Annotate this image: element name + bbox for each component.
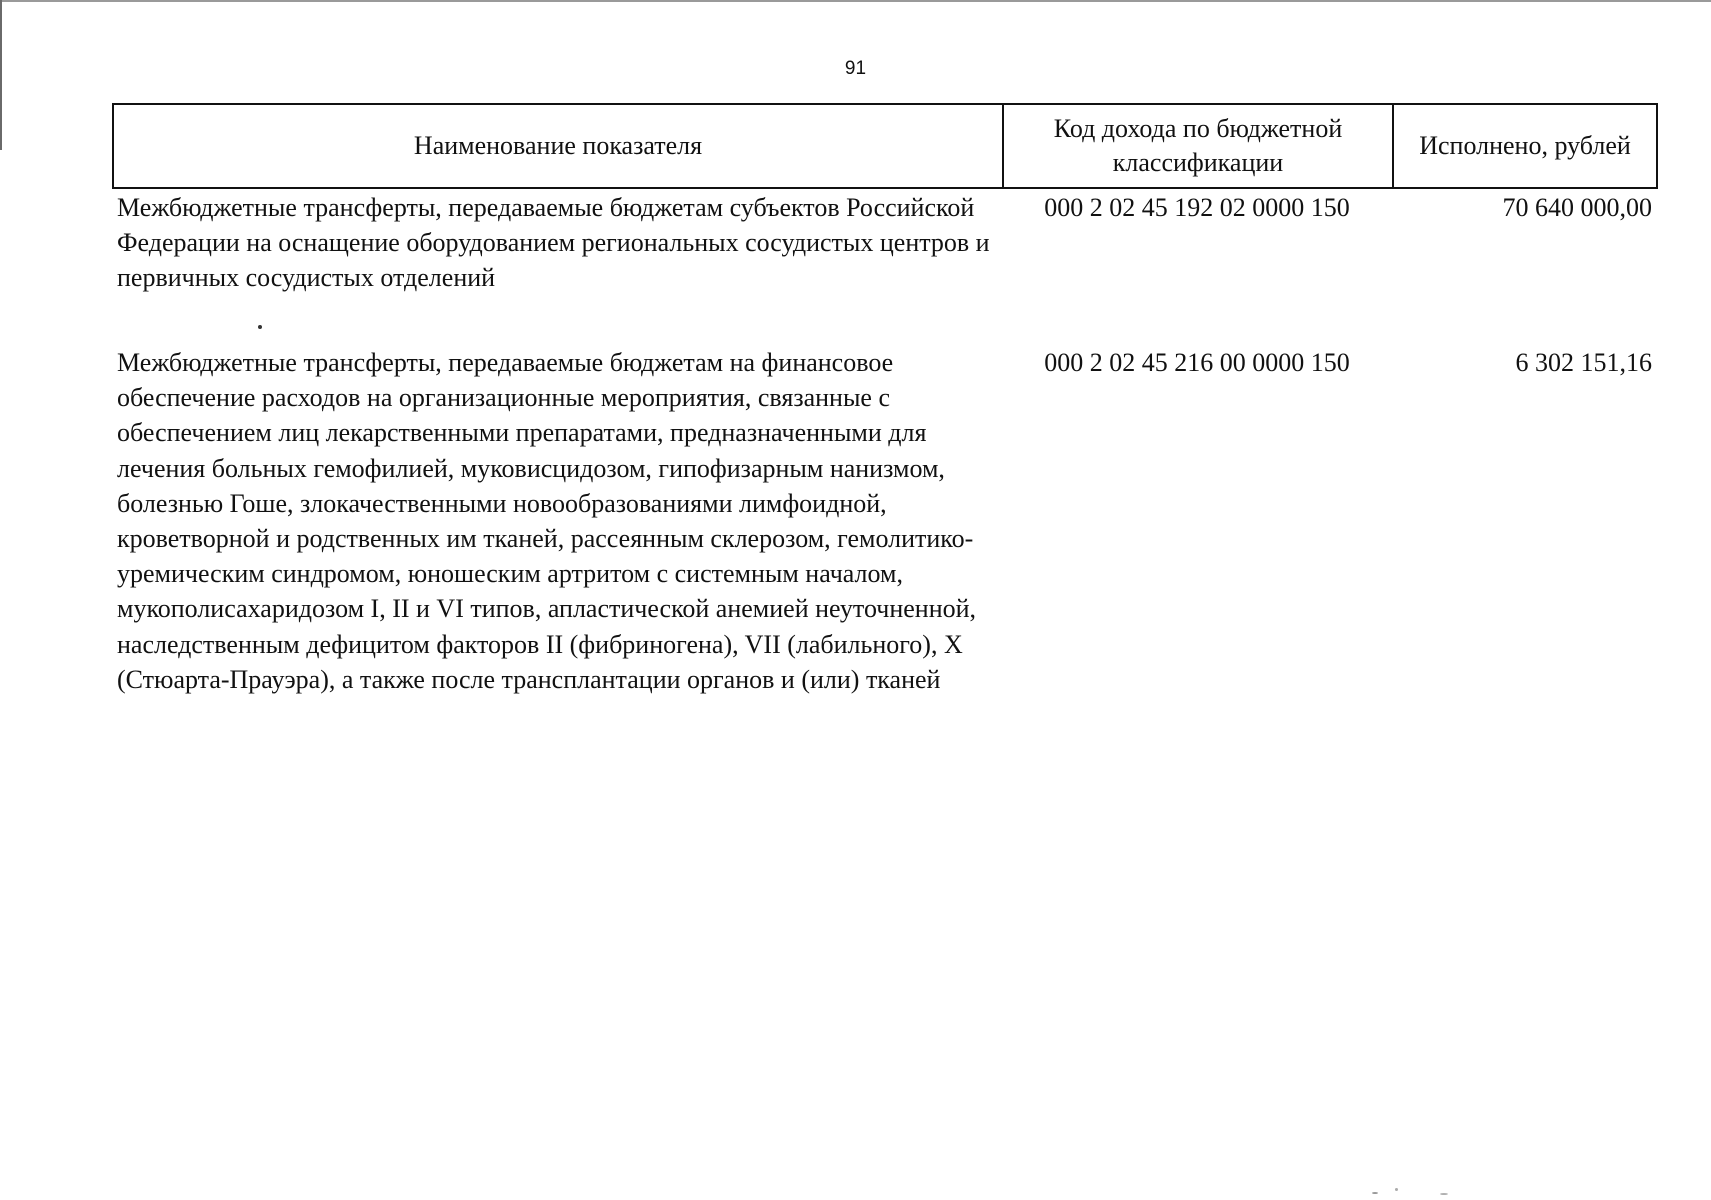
scan-speck — [1395, 1188, 1398, 1191]
header-name: Наименование показателя — [114, 105, 1004, 187]
row-amount: 70 640 000,00 — [1502, 193, 1652, 222]
header-code: Код дохода по бюджетной классификации — [1004, 105, 1394, 187]
row-code: 000 2 02 45 192 02 0000 150 — [1044, 193, 1350, 222]
scan-speck — [1372, 1192, 1378, 1194]
table-row — [112, 190, 1658, 296]
page-number: 91 — [844, 58, 867, 79]
table-row — [112, 345, 1658, 697]
row-name: Межбюджетные трансферты, передаваемые бюджетам субъектов Российской Федерации на оснащение оборудованием региональных сосудистых центров и первичных сосудистых отделений — [117, 193, 990, 293]
scan-speck — [1440, 1193, 1448, 1195]
row-name: Межбюджетные трансферты, передаваемые бюджетам на финансовое обеспечение расходов на организационные мероприятия, связанные с обеспечением лиц лекарственными препаратами, предназначенными для лечения больных гемофилией, муковисцидозом, гипофизарным нанизмом, болезнью Гоше, злокачественными новообразованиями лимфоидной, кроветворной и родственных им тканей, рассеянным склерозом, гемолитико-уремическим синдромом, юношеским артритом с системным началом, мукополисахаридозом I, II и VI типов, апластической анемией неуточненной, наследственным дефицитом факторов II (фибриногена), VII (лабильного), X (Стюарта-Прауэра), а также после трансплантации органов и (или) тканей — [117, 348, 977, 694]
scan-edge-top — [0, 0, 1711, 2]
scan-speck — [258, 325, 262, 329]
row-code: 000 2 02 45 216 00 0000 150 — [1044, 348, 1350, 377]
header-executed: Исполнено, рублей — [1419, 131, 1631, 160]
table-header — [112, 103, 1658, 189]
row-amount: 6 302 151,16 — [1515, 348, 1652, 377]
